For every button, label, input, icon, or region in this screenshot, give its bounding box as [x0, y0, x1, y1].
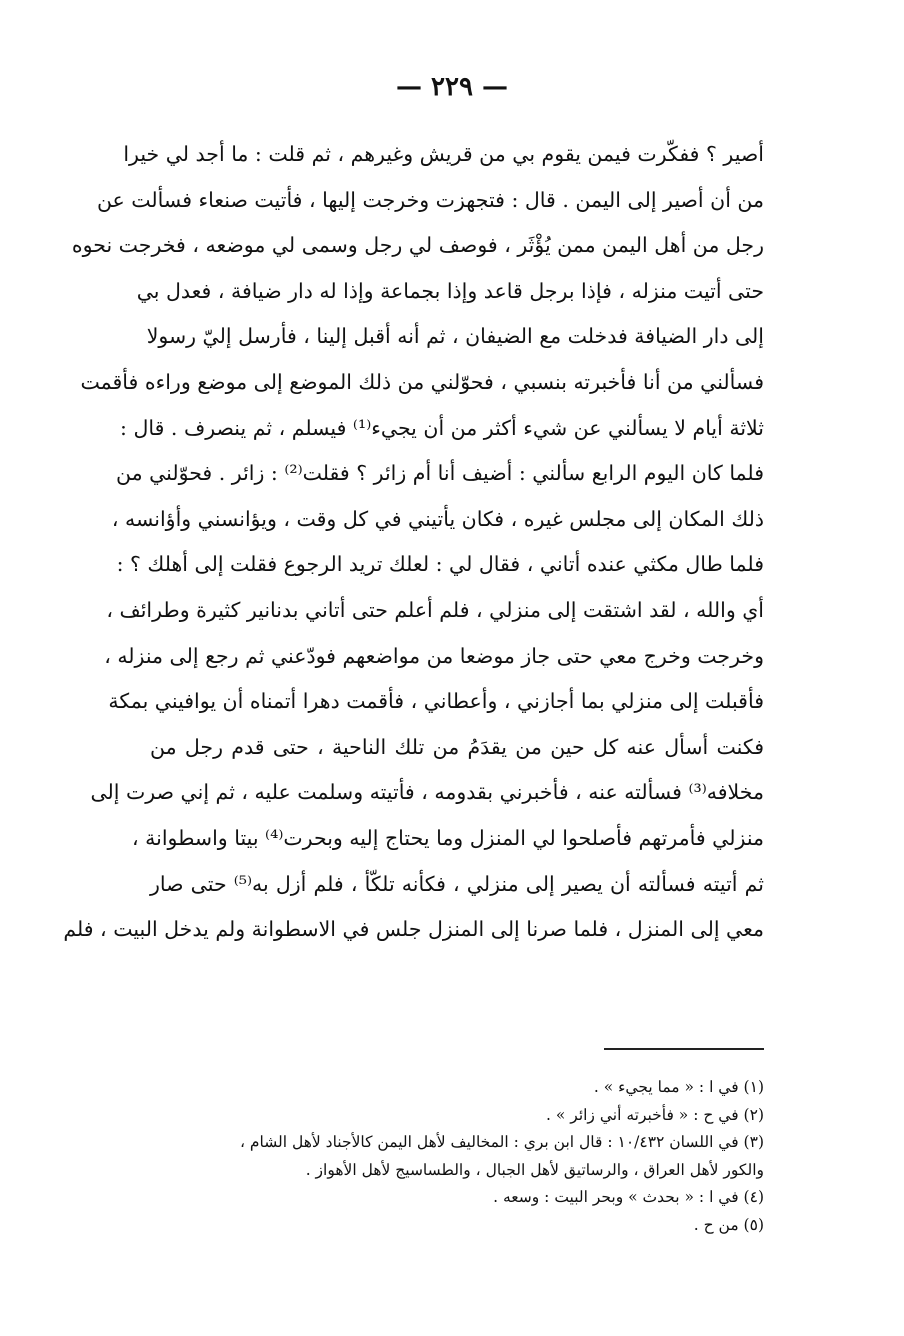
footnote-line: (٢) في ح : « فأخبرته أني زائر » . [546, 1105, 764, 1124]
footnote-line: (٤) في ا : « بحدث » وبحر البيت : وسعه . [493, 1188, 764, 1207]
footnote-line: (٥) من ح . [693, 1215, 764, 1234]
text-line: ثلاثة أيام لا يسألني عن شيء أكثر من أن يجيء⁽¹⁾ فيسلم ، ثم ينصرف . قال : [120, 415, 764, 440]
footnote-line: (٣) في اللسان ١٠/٤٣٢ : قال ابن بري : المخاليف لأهل اليمن كالأجناد لأهل الشام ، [239, 1133, 764, 1152]
text-line: رجل من أهل اليمن ممن يُؤْثَر ، فوصف لي رجل وسمى لي موضعه ، فخرجت نحوه [71, 233, 764, 258]
text-line: أي والله ، لقد اشتقت إلى منزلي ، فلم أعلم حتى أتاني بدنانير كثيرة وطرائف ، [106, 597, 764, 622]
text-line: وخرجت وخرج معي حتى جاز موضعا من مواضعهم فودّعني ثم رجع إلى منزله ، [104, 643, 764, 668]
main-text [63, 132, 764, 953]
text-line: ثم أتيته فسألته أن يصير إلى منزلي ، فكأنه تلكّأ ، فلم أزل به⁽⁵⁾ حتى صار [150, 871, 764, 896]
footnote-divider [604, 1048, 764, 1050]
page-number: — ٢٢٩ — [395, 72, 509, 102]
text-line: حتى أتيت منزله ، فإذا برجل قاعد وإذا بجماعة وإذا له دار ضيافة ، فعدل بي [136, 278, 764, 303]
text-line: فلما كان اليوم الرابع سألني : أضيف أنا أم زائر ؟ فقلت⁽²⁾ : زائر . فحوّلني من [115, 461, 764, 486]
text-line: معي إلى المنزل ، فلما صرنا إلى المنزل جلس في الاسطوانة ولم يدخل البيت ، فلم [63, 917, 764, 942]
text-line: فكنت أسأل عنه كل حين من يقدَمُ من تلك الناحية ، حتى قدم رجل من [150, 734, 764, 759]
text-line: إلى دار الضيافة فدخلت مع الضيفان ، ثم أنه أقبل إلينا ، فأرسل إليّ رسولا [146, 324, 764, 349]
text-line: من أن أصير إلى اليمن . قال : فتجهزت وخرجت إليها ، فأتيت صنعاء فسألت عن [96, 187, 764, 212]
footnote-line: والكور لأهل العراق ، والرساتيق لأهل الجبال ، والطساسيج لأهل الأهواز . [305, 1160, 764, 1179]
footnote-line: (١) في ا : « مما يجيء » . [593, 1078, 764, 1096]
text-line: أصير ؟ ففكّرت فيمن يقوم بي من قريش وغيرهم ، ثم قلت : ما أجد لي خيرا [123, 142, 764, 166]
text-line: فسألني من أنا فأخبرته بنسبي ، فحوّلني من ذلك الموضع إلى موضع وراءه فأقمت [80, 369, 764, 394]
footnotes [140, 1074, 764, 1240]
text-line: ذلك المكان إلى مجلس غيره ، فكان يأتيني في كل وقت ، ويؤانسني وأؤانسه ، [111, 506, 764, 531]
text-line: مخلافه⁽³⁾ فسألته عنه ، فأخبرني بقدومه ، فأتيته وسلمت عليه ، ثم إني صرت إلى [90, 780, 764, 805]
text-line: منزلي فأمرتهم فأصلحوا لي المنزل وما يحتاج إليه وبحرت⁽⁴⁾ بيتا واسطوانة ، [131, 825, 764, 850]
text-line: فلما طال مكثي عنده أتاني ، فقال لي : لعلك تريد الرجوع فقلت إلى أهلك ؟ : [116, 552, 764, 577]
text-line: فأقبلت إلى منزلي بما أجازني ، وأعطاني ، فأقمت دهرا أتمناه أن يوافيني بمكة [108, 689, 764, 714]
